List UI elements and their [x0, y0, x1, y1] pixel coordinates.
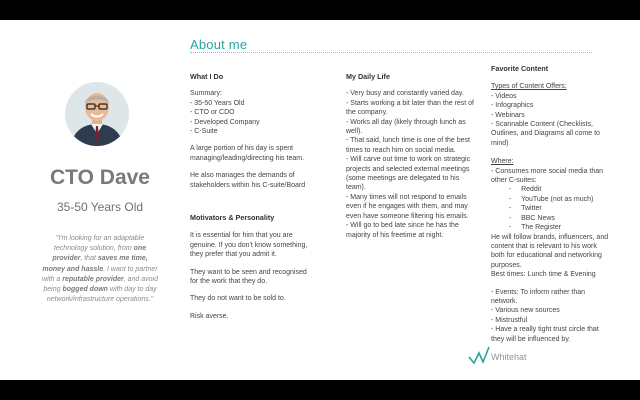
best-times: Best times: Lunch time & Evening — [491, 271, 596, 279]
daily-life-item: - Works all day (likely through lunch as well). — [346, 118, 466, 136]
svg-text:Whitehat: Whitehat — [491, 352, 527, 362]
motivators-text: They do not want to be sold to. — [190, 295, 286, 303]
favorite-content-section — [491, 64, 609, 344]
motivators-text: They want to be seen and recognised for the work that they do. — [190, 268, 307, 286]
daily-life-heading: My Daily Life — [346, 72, 390, 81]
motivators-section — [190, 213, 315, 321]
follow-text: He will follow brands, influencers, and content that is relevant to his work both for educational and networking purposes. — [491, 233, 609, 269]
quote-fragment: "I'm looking for an adaptable technology solution, from — [53, 235, 145, 253]
quote-fragment: , and avoid being — [43, 275, 158, 294]
note-item: - Various new sources — [491, 307, 560, 315]
quote-fragment: reputable provider — [62, 275, 124, 283]
title-divider — [190, 52, 592, 53]
source-item: - Reddit — [509, 186, 542, 194]
daily-life-item: - That said, lunch time is one of the best times to reach him on social media. — [346, 137, 470, 154]
what-i-do-section — [190, 72, 315, 190]
what-i-do-text: He also manages the demands of stakeholders within his C-suite/Board — [190, 172, 306, 189]
note-item: - Have a really tight trust circle that they will be influenced by. — [491, 326, 599, 343]
content-type-item: - Webinars — [491, 111, 525, 119]
daily-life-item: - Starts working a bit later than the rest of the company. — [346, 99, 475, 117]
motivators-heading: Motivators & Personality — [190, 213, 275, 222]
what-i-do-text: A large portion of his day is spent managing/leading/directing his team. — [190, 145, 305, 162]
persona-age: 35-50 Years Old — [56, 200, 144, 214]
content-type-item: - Infographics — [491, 102, 534, 110]
quote-fragment: with day to day network/infrastructure operations." — [46, 286, 157, 304]
content-types-label: Types of Content Offers: — [491, 83, 567, 91]
source-item: - The Register — [509, 224, 562, 232]
what-i-do-heading: What I Do — [190, 72, 224, 81]
motivators-text: Risk averse. — [190, 312, 229, 320]
summary-item: - Developed Company — [190, 118, 260, 126]
summary-item: - C-Suite — [190, 128, 218, 136]
source-item: - BBC News — [509, 214, 555, 222]
persona-photo — [65, 82, 129, 146]
daily-life-item: - Very busy and constantly varied day. — [346, 90, 464, 98]
quote-fragment: . I want to partner with a — [42, 265, 158, 283]
favorite-content-heading: Favorite Content — [491, 64, 549, 73]
motivators-text: It is essential for him that you are genuine. If you don't know something, they prefer that you admit it. — [190, 232, 308, 259]
avatar — [65, 82, 129, 146]
daily-life-item: - Many times will not respond to emails even if he engages with them, and may even have someone filtering his emails. — [346, 193, 469, 220]
persona-quote — [42, 234, 158, 305]
quote-fragment: one provider — [52, 245, 147, 263]
summary-item: - 35-50 Years Old — [190, 99, 245, 107]
quote-fragment: bogged down — [62, 286, 108, 294]
content-type-item: - Scannable Content (Checklists, Outlines, and Diagrams all come to mind) — [491, 121, 600, 147]
note-item: - Events: To inform rather than network. — [491, 288, 586, 305]
quote-fragment: saves me time, money and hassle — [42, 255, 148, 273]
source-item: - YouTube (not as much) — [509, 195, 594, 203]
daily-life-section — [346, 72, 474, 240]
persona-name: CTO Dave — [50, 166, 150, 189]
summary-item: - CTO or CDO — [190, 109, 235, 117]
content-type-item: - Videos — [491, 92, 517, 100]
where-label: Where: — [491, 158, 514, 166]
quote-fragment: , that — [80, 255, 98, 263]
persona-slide — [0, 20, 640, 380]
page-title: About me — [190, 37, 248, 52]
daily-life-item: - Will carve out time to work on strategic projects and selected external meetings (some meetings are delegated to his team). — [346, 156, 471, 192]
note-item: - Mistrustful — [491, 316, 528, 324]
summary-label: Summary: — [190, 90, 222, 98]
where-intro: - Consumes more social media than other C-suites: — [491, 167, 604, 185]
source-item: - Twitter — [509, 205, 542, 213]
whitehat-logo — [467, 343, 537, 365]
daily-life-item: - Will go to bed late since he has the majority of his freetime at night. — [346, 222, 459, 239]
